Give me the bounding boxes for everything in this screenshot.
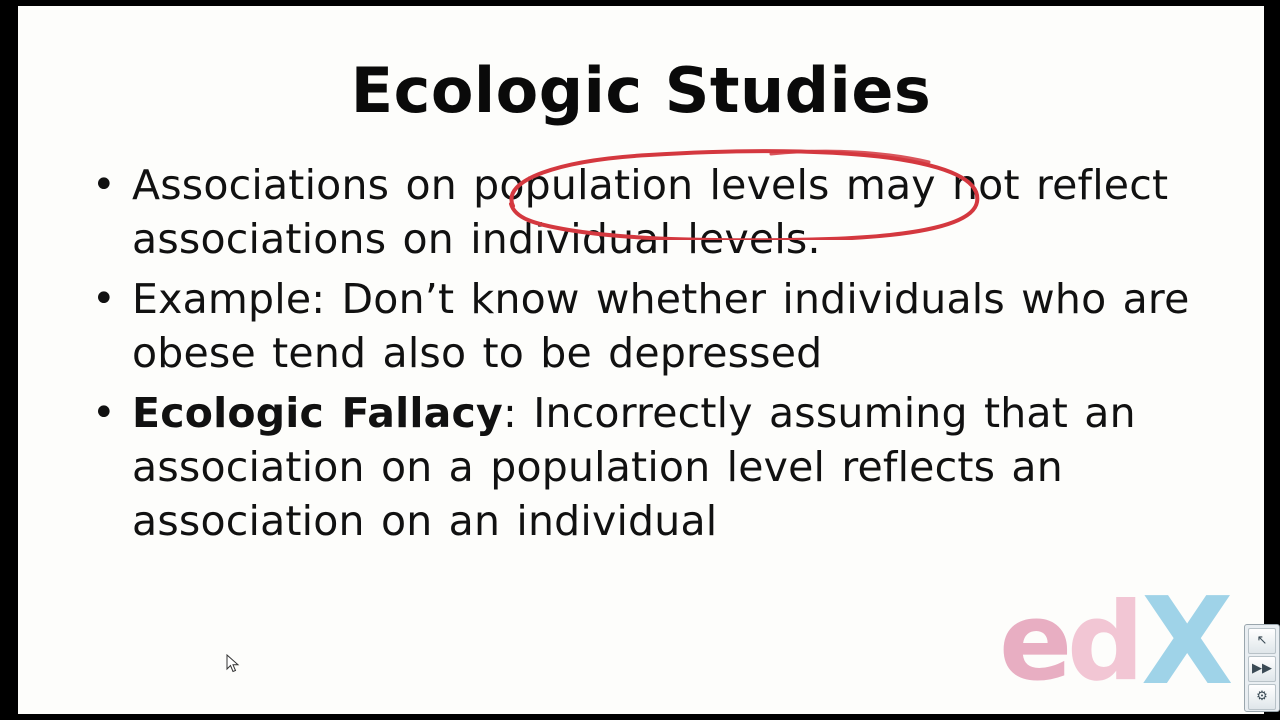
bullet-example-text: Example: Don’t know whether individuals who are obese tend also to be depressed: [132, 275, 1190, 377]
list-item: [80, 386, 1220, 548]
bullet-list: [80, 158, 1220, 554]
edx-logo-letter-e: e: [999, 580, 1073, 705]
player-control-widget[interactable]: [1244, 624, 1280, 712]
bullet-marker-icon: •: [92, 276, 116, 322]
fast-forward-button[interactable]: ▶▶: [1248, 656, 1276, 682]
pointer-tool-button[interactable]: ↖: [1248, 628, 1276, 654]
list-item: [80, 158, 1220, 266]
edx-logo: [999, 573, 1234, 712]
mouse-pointer-icon: [226, 654, 240, 674]
list-item: [80, 272, 1220, 380]
bullet-associations-text: Associations on population levels may not reflect associations on individual levels.: [132, 161, 1169, 263]
bullet-ecologic-fallacy-text: : Incorrectly assuming that an association on a population level reflects an association on an individual: [132, 389, 1136, 545]
slide-canvas: [18, 6, 1264, 714]
bullet-ecologic-fallacy: [132, 386, 1220, 548]
edx-logo-letter-x: X: [1141, 573, 1234, 712]
bullet-ecologic-fallacy-lead: Ecologic Fallacy: [132, 389, 503, 437]
bullet-marker-icon: •: [92, 390, 116, 436]
edx-logo-letter-d: d: [1067, 580, 1145, 705]
settings-button[interactable]: ⚙: [1248, 684, 1276, 710]
page-title: Ecologic Studies: [350, 54, 932, 127]
bullet-marker-icon: •: [92, 162, 116, 208]
